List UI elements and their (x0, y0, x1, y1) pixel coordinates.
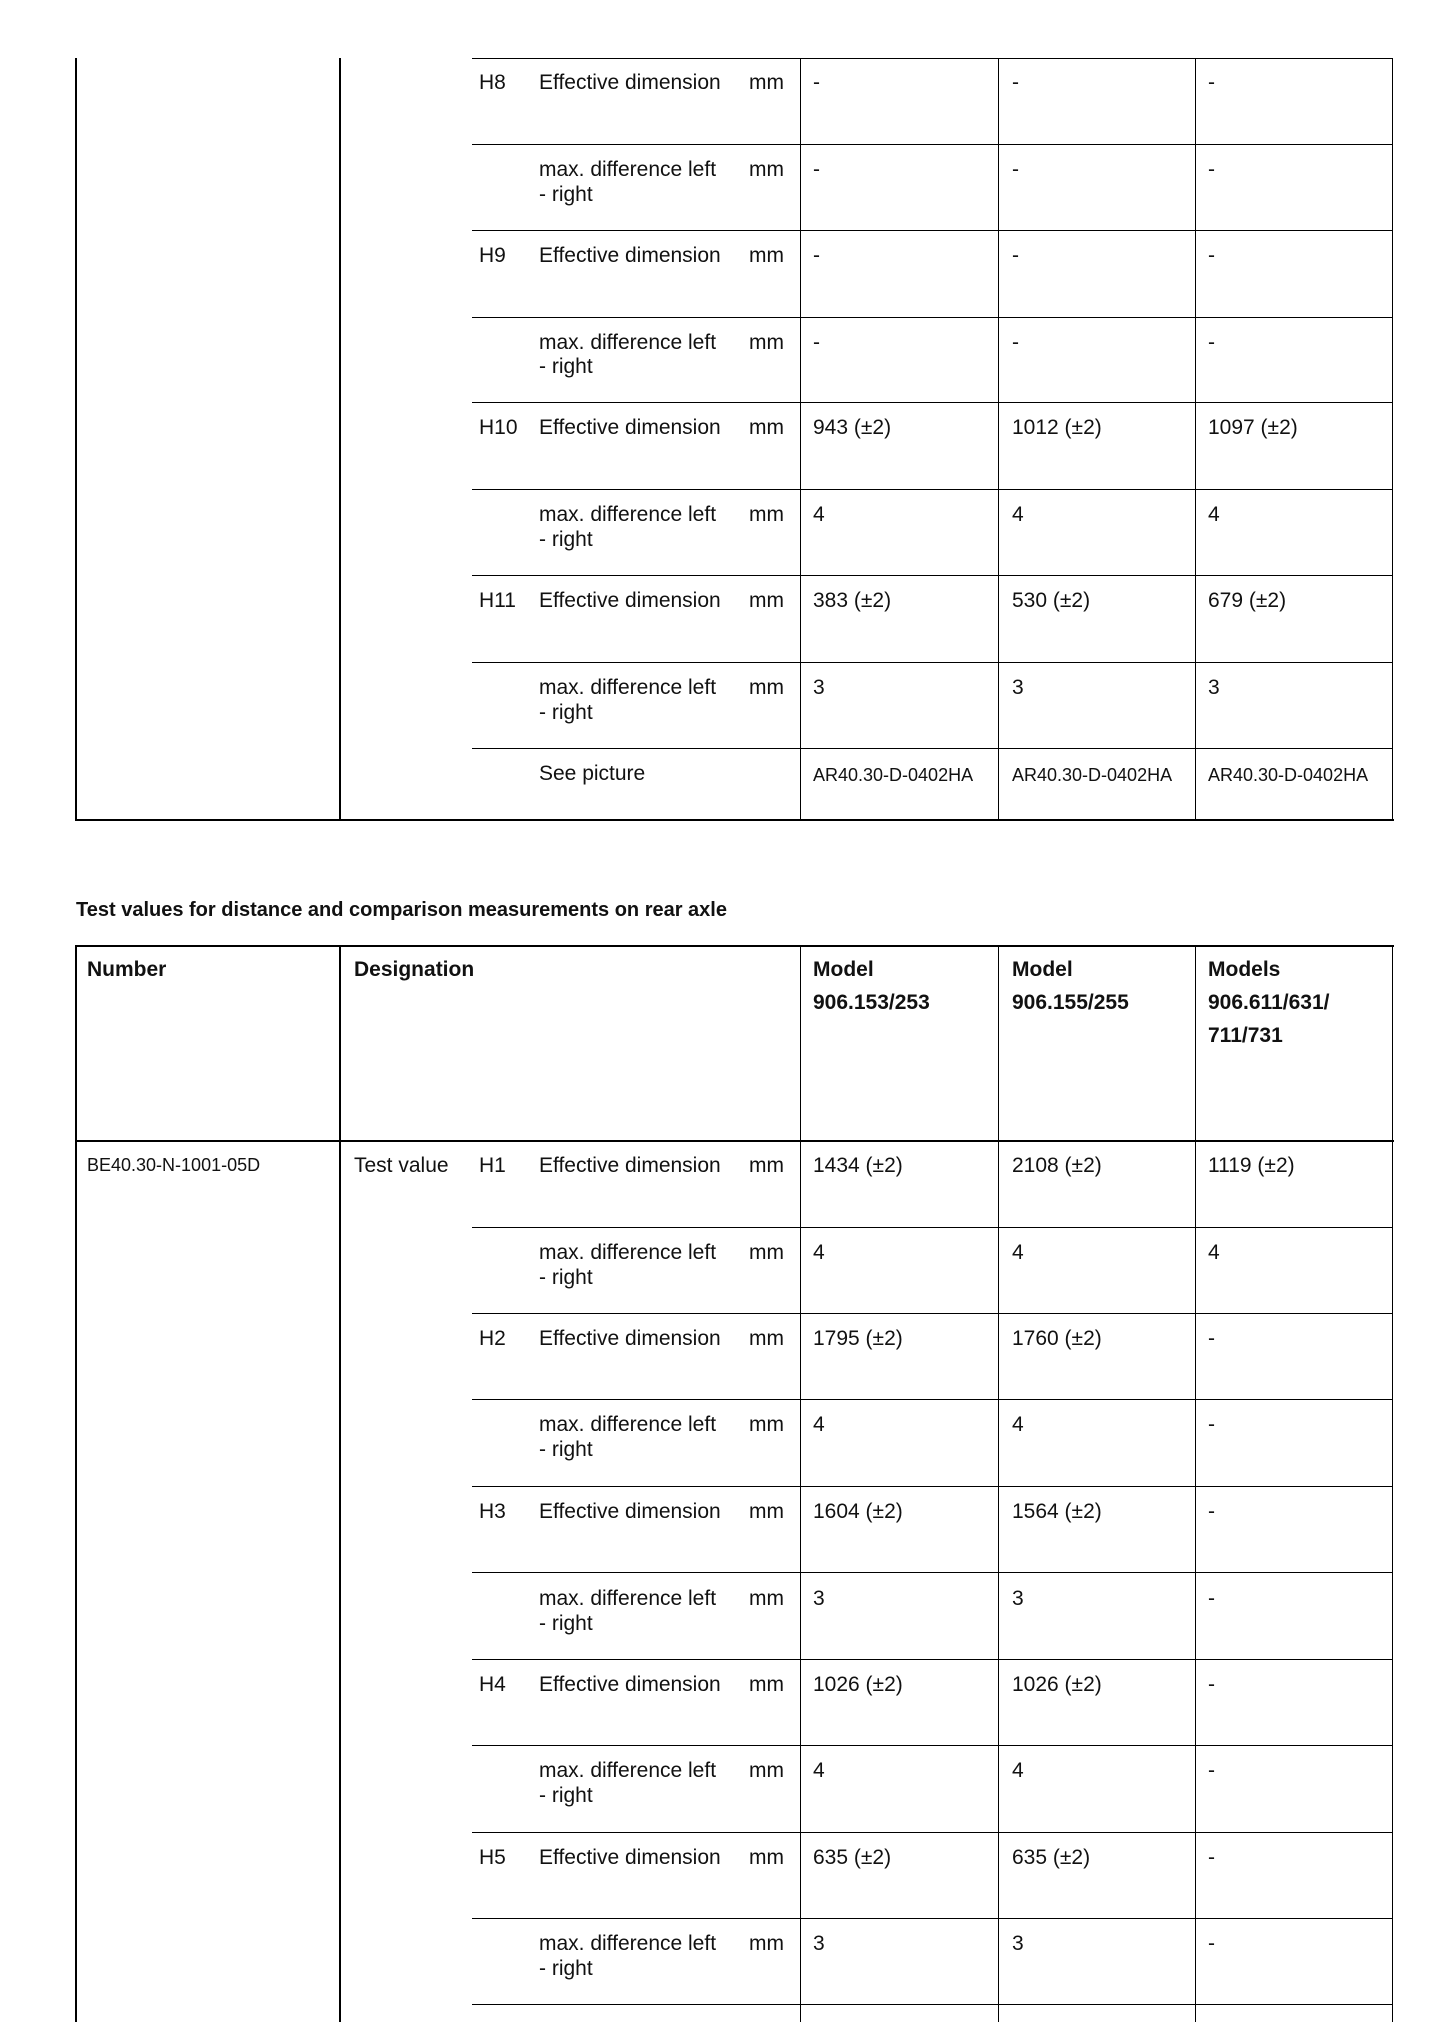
column-header-models: 906.611/631/ (1208, 991, 1330, 1014)
border (472, 748, 1393, 749)
diff-label: max. difference left (539, 1413, 717, 1436)
border (800, 58, 801, 821)
cell-value: - (1208, 1846, 1215, 1869)
border (998, 946, 999, 2022)
cell-value: - (1208, 331, 1215, 354)
row-code: H8 (479, 71, 506, 94)
eff-label: Effective dimension (539, 1500, 721, 1523)
cell-value: - (1208, 1932, 1215, 1955)
unit: mm (749, 1327, 784, 1350)
cell-value: 4 (1208, 503, 1220, 526)
cell-value: 635 (±2) (1012, 1846, 1091, 1869)
cell-value: - (1208, 1327, 1215, 1350)
cell-value: 3 (1012, 1587, 1024, 1610)
diff-label: - right (539, 183, 593, 206)
border (472, 1227, 1393, 1228)
column-header-models: 711/731 (1208, 1024, 1283, 1047)
document-number[interactable]: BE40.30-N-1001-05D (87, 1155, 261, 1175)
eff-label: Effective dimension (539, 589, 721, 612)
cell-value: 3 (813, 676, 825, 699)
cell-value: 4 (1012, 1413, 1024, 1436)
unit: mm (749, 416, 784, 439)
border (75, 58, 77, 821)
unit: mm (749, 1241, 784, 1264)
border (800, 946, 801, 2022)
border (1392, 58, 1393, 821)
row-code: H9 (479, 244, 506, 267)
eff-label: Effective dimension (539, 1327, 721, 1350)
cell-value: 383 (±2) (813, 589, 892, 612)
border (472, 1918, 1393, 1919)
cell-value: - (1208, 1673, 1215, 1696)
diff-label: - right (539, 1438, 593, 1461)
unit: mm (749, 1932, 784, 1955)
cell-value: - (1012, 71, 1019, 94)
cell-value: - (813, 71, 820, 94)
border (1195, 58, 1196, 821)
diff-label: - right (539, 701, 593, 724)
cell-value: - (1012, 158, 1019, 181)
cell-value: - (813, 244, 820, 267)
row-code: H1 (479, 1154, 506, 1177)
cell-value: - (813, 158, 820, 181)
cell-value: - (1208, 1759, 1215, 1782)
cell-value: 3 (1012, 676, 1024, 699)
cell-value: 1434 (±2) (813, 1154, 903, 1177)
cell-value: 4 (1012, 1241, 1024, 1264)
cell-value: 4 (1012, 1759, 1024, 1782)
unit: mm (749, 503, 784, 526)
cell-value: 3 (1012, 1932, 1024, 1955)
cell-value: 943 (±2) (813, 416, 892, 439)
unit: mm (749, 1413, 784, 1436)
border (472, 317, 1393, 318)
cell-value: 4 (1208, 1241, 1220, 1264)
border (75, 946, 77, 2022)
border (75, 819, 1394, 821)
picture-reference[interactable]: AR40.30-D-0402HA (813, 765, 974, 785)
diff-label: - right (539, 355, 593, 378)
cell-value: 4 (813, 1241, 825, 1264)
diff-label: max. difference left (539, 331, 717, 354)
border (75, 1140, 1394, 1142)
eff-label: Effective dimension (539, 71, 721, 94)
diff-label: - right (539, 528, 593, 551)
cell-value: 1795 (±2) (813, 1327, 903, 1350)
cell-value: - (1208, 1413, 1215, 1436)
border (339, 58, 341, 821)
cell-value: 635 (±2) (813, 1846, 892, 1869)
diff-label: max. difference left (539, 503, 717, 526)
eff-label: Effective dimension (539, 244, 721, 267)
cell-value: 1026 (±2) (813, 1673, 903, 1696)
border (472, 662, 1393, 663)
cell-value: - (1208, 244, 1215, 267)
row-code: H3 (479, 1500, 506, 1523)
cell-value: - (1208, 1500, 1215, 1523)
column-header-number: Number (87, 958, 167, 981)
column-header-designation: Designation (354, 958, 475, 981)
unit: mm (749, 589, 784, 612)
cell-value: 1119 (±2) (1208, 1154, 1295, 1177)
cell-value: 2108 (±2) (1012, 1154, 1102, 1177)
border (472, 575, 1393, 576)
unit: mm (749, 158, 784, 181)
cell-value: 1604 (±2) (813, 1500, 903, 1523)
diff-label: - right (539, 1957, 593, 1980)
cell-value: - (1208, 1587, 1215, 1610)
diff-label: max. difference left (539, 1759, 717, 1782)
see-picture-label: See picture (539, 762, 646, 785)
cell-value: 1564 (±2) (1012, 1500, 1102, 1523)
border (1392, 946, 1393, 2022)
unit: mm (749, 244, 784, 267)
border (472, 489, 1393, 490)
cell-value: - (1208, 158, 1215, 181)
diff-label: max. difference left (539, 158, 717, 181)
cell-value: 1760 (±2) (1012, 1327, 1102, 1350)
picture-reference[interactable]: AR40.30-D-0402HA (1012, 765, 1173, 785)
unit: mm (749, 1587, 784, 1610)
border (472, 1659, 1393, 1660)
unit: mm (749, 1759, 784, 1782)
picture-reference[interactable]: AR40.30-D-0402HA (1208, 765, 1369, 785)
cell-value: - (813, 331, 820, 354)
border (472, 58, 1393, 59)
column-header-model: 906.155/255 (1012, 991, 1129, 1014)
border (472, 230, 1393, 231)
border (472, 1572, 1393, 1573)
cell-value: - (1012, 331, 1019, 354)
column-header-models: Models (1208, 958, 1281, 981)
border (75, 945, 1394, 947)
diff-label: max. difference left (539, 1932, 717, 1955)
cell-value: 1026 (±2) (1012, 1673, 1102, 1696)
cell-value: - (1208, 71, 1215, 94)
cell-value: 3 (1208, 676, 1220, 699)
cell-value: 3 (813, 1932, 825, 1955)
unit: mm (749, 331, 784, 354)
border (472, 1832, 1393, 1833)
unit: mm (749, 1154, 784, 1177)
row-code: H5 (479, 1846, 506, 1869)
border (472, 402, 1393, 403)
unit: mm (749, 1673, 784, 1696)
eff-label: Effective dimension (539, 416, 721, 439)
border (339, 946, 341, 2022)
border (472, 1313, 1393, 1314)
eff-label: Effective dimension (539, 1154, 721, 1177)
cell-value: 679 (±2) (1208, 589, 1287, 612)
diff-label: max. difference left (539, 1241, 717, 1264)
cell-value: 3 (813, 1587, 825, 1610)
unit: mm (749, 71, 784, 94)
cell-value: 1097 (±2) (1208, 416, 1298, 439)
border (472, 144, 1393, 145)
diff-label: - right (539, 1266, 593, 1289)
border (1195, 946, 1196, 2022)
border (472, 1486, 1393, 1487)
border (472, 1399, 1393, 1400)
eff-label: Effective dimension (539, 1673, 721, 1696)
diff-label: - right (539, 1612, 593, 1635)
column-header-model: 906.153/253 (813, 991, 930, 1014)
diff-label: max. difference left (539, 1587, 717, 1610)
test-value-label: Test value (354, 1154, 449, 1177)
cell-value: 530 (±2) (1012, 589, 1091, 612)
eff-label: Effective dimension (539, 1846, 721, 1869)
cell-value: 4 (1012, 503, 1024, 526)
border (472, 2004, 1393, 2005)
unit: mm (749, 1500, 784, 1523)
cell-value: 1012 (±2) (1012, 416, 1102, 439)
column-header-model: Model (1012, 958, 1073, 981)
unit: mm (749, 1846, 784, 1869)
row-code: H11 (479, 589, 516, 612)
diff-label: max. difference left (539, 676, 717, 699)
row-code: H10 (479, 416, 518, 439)
diff-label: - right (539, 1784, 593, 1807)
border (472, 1745, 1393, 1746)
cell-value: 4 (813, 1759, 825, 1782)
section-title: Test values for distance and comparison measurements on rear axle (76, 899, 727, 921)
border (998, 58, 999, 821)
row-code: H4 (479, 1673, 506, 1696)
row-code: H2 (479, 1327, 506, 1350)
column-header-model: Model (813, 958, 874, 981)
cell-value: 4 (813, 503, 825, 526)
cell-value: 4 (813, 1413, 825, 1436)
unit: mm (749, 676, 784, 699)
cell-value: - (1012, 244, 1019, 267)
